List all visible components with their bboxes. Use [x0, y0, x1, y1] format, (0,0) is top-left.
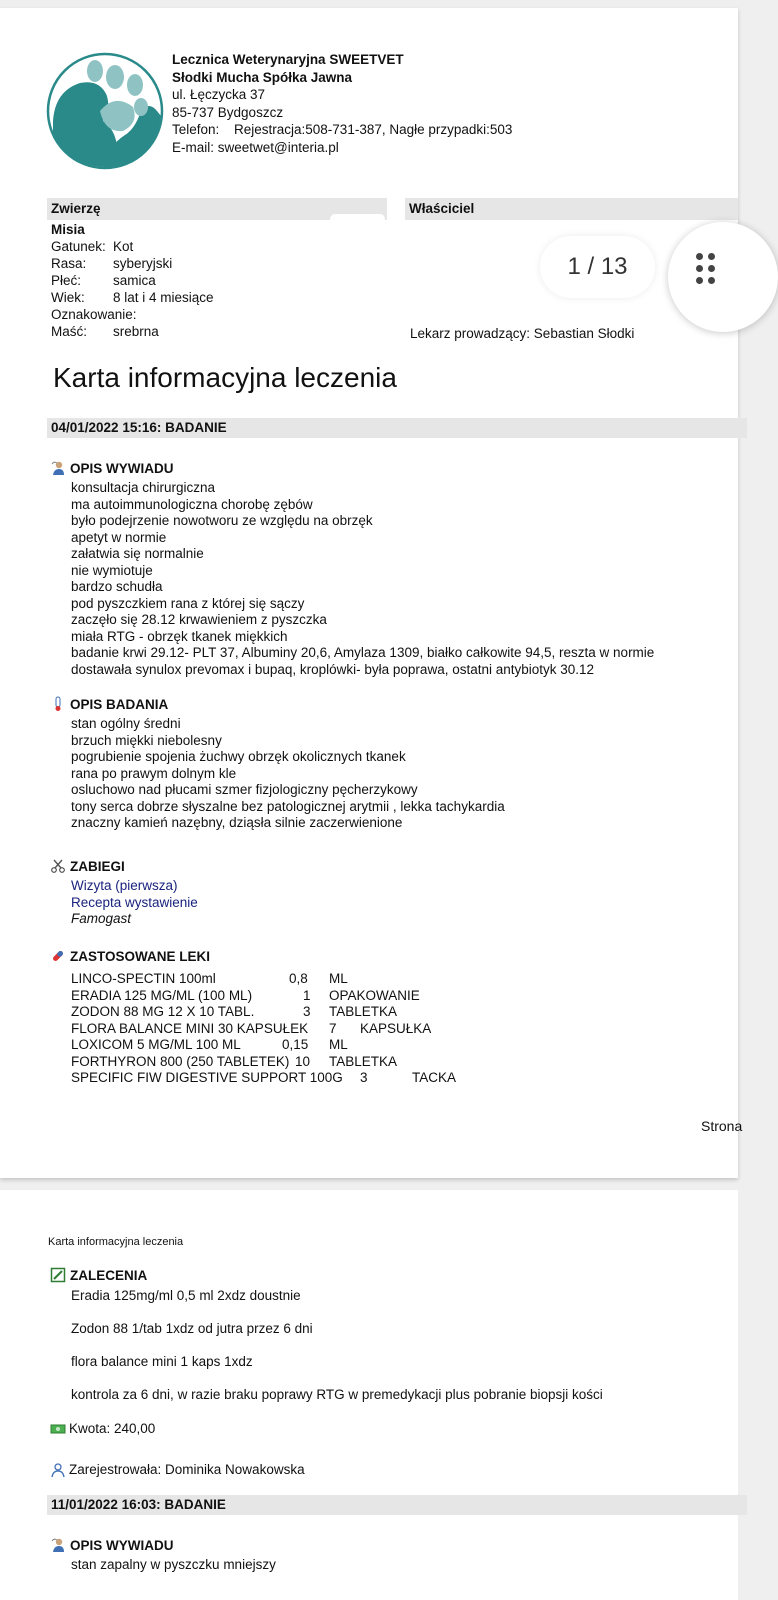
med-qty: 0,8	[289, 971, 308, 986]
clinic-phone-value: Rejestracja:508-731-387, Nagłe przypadki:503	[234, 122, 513, 138]
recommendation-line: Eradia 125mg/ml 0,5 ml 2xdz doustnie	[71, 1288, 301, 1303]
clinic-city: 85-737 Bydgoszcz	[172, 104, 284, 120]
clinic-name: Lecznica Weterynaryjna SWEETVET	[172, 52, 404, 67]
animal-header: Zwierzę	[47, 198, 387, 220]
animal-details	[51, 221, 214, 340]
animal-sex-row	[51, 272, 214, 289]
grid-menu-button[interactable]	[668, 222, 778, 332]
clinic-street: ul. Łęczycka 37	[172, 87, 266, 103]
interview-line: apetyt w normie	[71, 529, 167, 545]
exam-line: osluchowo nad płucami szmer fizjologiczny pęcherzykowy	[71, 782, 418, 797]
med-qty: 0,15	[282, 1037, 309, 1052]
interview-line: pod pyszczkiem rana z której się sączy	[71, 595, 305, 611]
pill-icon	[50, 948, 66, 964]
med-qty: 3	[303, 1004, 311, 1019]
med-unit: TABLETKA	[329, 1004, 398, 1019]
color-value: srebrna	[113, 324, 159, 339]
exam-section-title	[50, 696, 168, 712]
exam-lines	[71, 716, 505, 832]
animal-color-row	[51, 323, 214, 340]
visit-header: 11/01/2022 16:03: BADANIE	[47, 1495, 747, 1515]
med-name: SPECIFIC FIW DIGESTIVE SUPPORT 100G	[71, 1070, 343, 1085]
clinic-info	[172, 51, 512, 157]
med-name: FLORA BALANCE MINI 30 KAPSUŁEK	[71, 1020, 309, 1036]
clinic-logo	[45, 51, 165, 171]
page-indicator[interactable]: 1 / 13	[540, 236, 655, 298]
age-value: 8 lat i 4 miesiące	[113, 290, 214, 305]
recommendations-title: ZALECENIA	[70, 1267, 148, 1283]
procedure-item: Famogast	[71, 911, 132, 926]
med-qty: 3	[360, 1070, 368, 1085]
interview-section-title	[50, 460, 174, 476]
med-qty: 1	[303, 987, 311, 1003]
exam-line: znaczny kamień nazębny, dziąsła silnie zaczerwienione	[71, 815, 403, 830]
animal-marking-row	[51, 306, 214, 323]
money-icon	[50, 1422, 66, 1436]
visit-header: 04/01/2022 15:16: BADANIE	[47, 418, 747, 438]
clinic-phone-label: Telefon:	[172, 122, 220, 138]
scissors-icon	[50, 858, 66, 874]
interview-line: bardzo schudła	[71, 579, 163, 594]
amount-text: Kwota: 240,00	[69, 1421, 156, 1436]
species-value: Kot	[113, 239, 134, 254]
procedures-section-title	[50, 858, 125, 874]
doctor-icon	[50, 1537, 66, 1553]
med-unit: TABLETKA	[329, 1053, 398, 1069]
exam-title: OPIS BADANIA	[70, 696, 169, 712]
animal-breed-row	[51, 255, 214, 272]
exam-line: tony serca dobrze słyszalne bez patologicznej arytmii , lekka tachykardia	[71, 798, 505, 814]
sex-label: Płeć:	[51, 273, 82, 288]
notepad-icon	[50, 1267, 66, 1283]
med-name: FORTHYRON 800 (250 TABLETEK)	[71, 1053, 290, 1069]
med-name: ZODON 88 MG 12 X 10 TABL.	[71, 1004, 255, 1019]
med-unit: ML	[329, 971, 348, 986]
interview-line: dostawała synulox prevomax i bupaq, kroplówki- była poprawa, ostatni antybiotyk 30.12	[71, 661, 595, 677]
med-unit: OPAKOWANIE	[329, 987, 420, 1003]
color-label: Maść:	[51, 324, 88, 339]
doctor-icon	[50, 460, 66, 476]
interview-line: nie wymiotuje	[71, 562, 153, 578]
procedures-lines	[71, 878, 198, 928]
species-label: Gatunek:	[51, 239, 106, 254]
user-icon	[50, 1463, 66, 1477]
amount-row	[50, 1421, 155, 1436]
redaction-blot	[330, 214, 385, 224]
interview-title: OPIS WYWIADU	[70, 460, 174, 476]
procedure-item: Wizyta (pierwsza)	[71, 878, 178, 893]
exam-line: rana po prawym dolnym kle	[71, 765, 237, 781]
age-label: Wiek:	[51, 290, 85, 305]
interview-section-title-2	[50, 1537, 174, 1553]
interview-line: konsultacja chirurgiczna	[71, 480, 216, 495]
page-footer: Strona	[701, 1118, 743, 1134]
thermometer-icon	[50, 696, 66, 712]
breed-label: Rasa:	[51, 256, 87, 271]
clinic-email: E-mail: sweetwet@interia.pl	[172, 139, 339, 155]
exam-line: pogrubienie spojenia żuchwy obrzęk okolicznych tkanek	[71, 749, 406, 764]
breed-value: syberyjski	[113, 256, 173, 271]
running-head: Karta informacyjna leczenia	[48, 1236, 184, 1248]
grid-menu-icon	[696, 253, 703, 260]
med-unit: TACKA	[412, 1070, 457, 1085]
interview-lines	[71, 480, 654, 678]
clinic-phone	[172, 121, 512, 139]
attending-doctor: Lekarz prowadzący: Sebastian Słodki	[410, 326, 635, 341]
interview-line: miała RTG - obrzęk tkanek miękkich	[71, 628, 288, 644]
recommendation-line: kontrola za 6 dni, w razie braku poprawy RTG w premedykacji plus pobranie biopsji kości	[71, 1387, 603, 1402]
interview-line: załatwia się normalnie	[71, 546, 204, 561]
interview-line: było podejrzenie nowotworu ze względu na obrzęk	[71, 513, 373, 528]
animal-age-row	[51, 289, 214, 306]
med-unit: KAPSUŁKA	[360, 1020, 432, 1036]
document-page-2	[0, 1190, 738, 1600]
procedure-item: Recepta wystawienie	[71, 894, 198, 910]
procedures-title: ZABIEGI	[70, 858, 125, 874]
owner-header: Właściciel	[405, 198, 738, 220]
med-qty: 10	[295, 1053, 311, 1069]
recommendations-section-title	[50, 1267, 147, 1283]
marking-label: Oznakowanie:	[51, 307, 137, 322]
animal-name: Misia	[51, 222, 85, 237]
med-unit: ML	[329, 1037, 348, 1052]
document-title: Karta informacyjna leczenia	[53, 362, 397, 393]
animal-species-row	[51, 238, 214, 255]
exam-line: brzuch miękki niebolesny	[71, 732, 222, 748]
clinic-company: Słodki Mucha Spółka Jawna	[172, 69, 353, 85]
interview-line: badanie krwi 29.12- PLT 37, Albuminy 20,6, Amylaza 1309, białko całkowite 94,5, reszta w normie	[71, 645, 655, 660]
interview-line: ma autoimmunologiczna chorobę zębów	[71, 496, 313, 512]
interview-line: zaczęło się 28.12 krwawieniem z pyszczka	[71, 612, 327, 627]
interview-line: stan zapalny w pyszczku mniejszy	[71, 1557, 276, 1572]
registered-row	[50, 1462, 305, 1477]
meds-title: ZASTOSOWANE LEKI	[70, 948, 211, 964]
exam-line: stan ogólny średni	[71, 716, 181, 731]
recommendation-line: Zodon 88 1/tab 1xdz od jutra przez 6 dni	[71, 1321, 313, 1336]
sex-value: samica	[113, 273, 156, 288]
interview-title-2: OPIS WYWIADU	[70, 1537, 174, 1553]
med-name: LOXICOM 5 MG/ML 100 ML	[71, 1037, 241, 1052]
med-name: LINCO-SPECTIN 100ml	[71, 971, 216, 986]
meds-section-title	[50, 948, 210, 964]
document-page-1	[0, 8, 743, 1178]
med-qty: 7	[329, 1020, 337, 1036]
registered-text: Zarejestrowała: Dominika Nowakowska	[69, 1462, 305, 1477]
recommendation-line: flora balance mini 1 kaps 1xdz	[71, 1354, 253, 1369]
med-name: ERADIA 125 MG/ML (100 ML)	[71, 987, 253, 1003]
interview-lines-2	[71, 1557, 276, 1574]
